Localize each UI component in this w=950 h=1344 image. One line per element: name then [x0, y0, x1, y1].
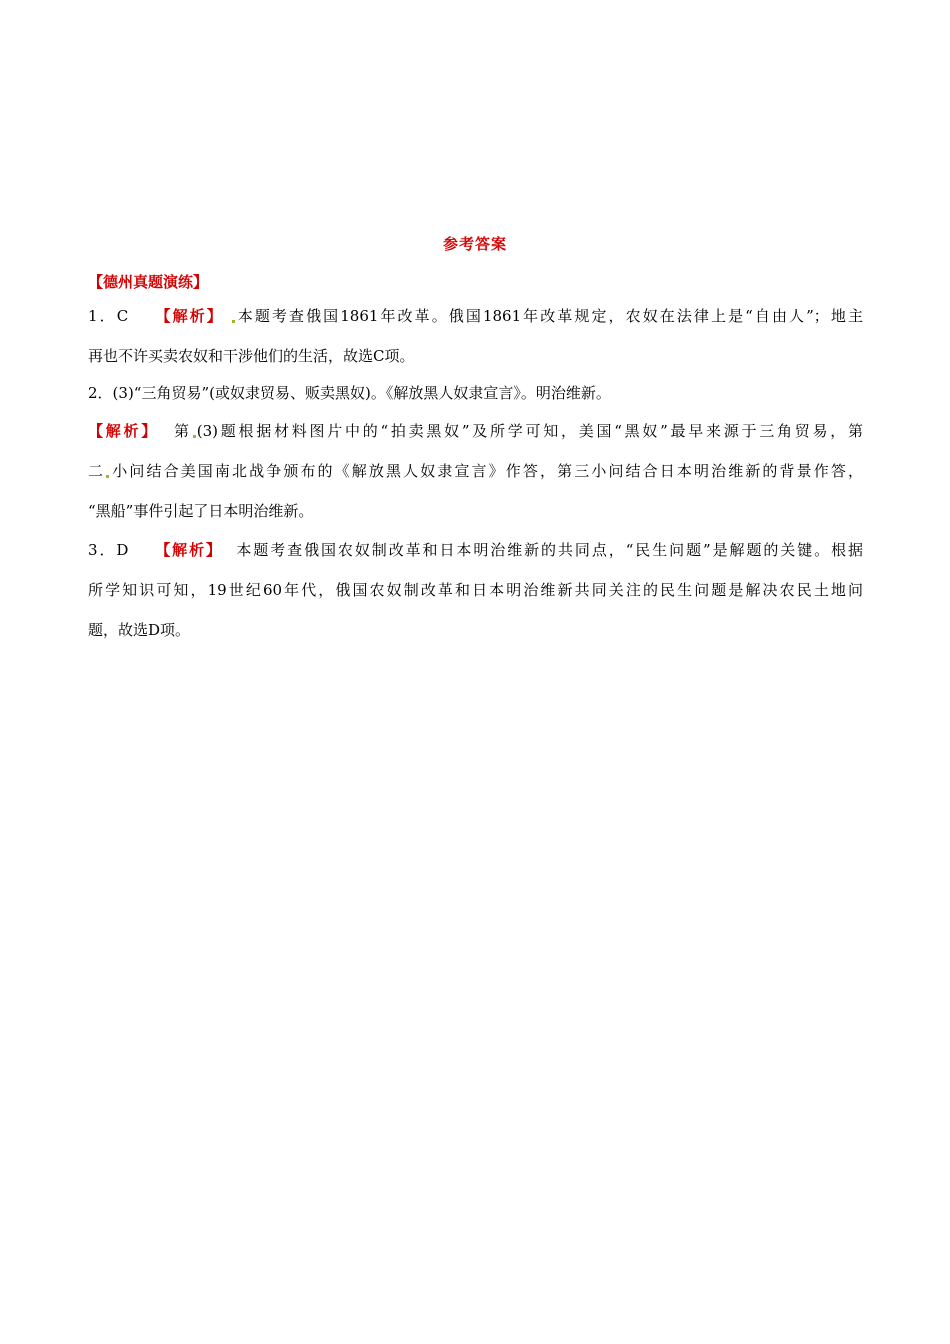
answer-3-number: 3．D [88, 541, 129, 559]
answer-2-text-line-2a: 第 [174, 422, 192, 440]
answer-3-line-1 [88, 540, 863, 560]
edit-mark-icon [232, 320, 235, 323]
edit-mark-icon [193, 435, 196, 438]
answer-2-text-line-2b: (3)题根据材料图片中的“拍卖黑奴”及所学可知，美国“黑奴”最早来源于三角贸易，第 [196, 422, 863, 440]
answer-1-analysis-tag: 【解析】 [155, 307, 224, 325]
answer-2-text-line-3b: 小问结合美国南北战争颁布的《解放黑人奴隶宣言》作答，第三小问结合日本明治维新的背景作答， [110, 462, 863, 480]
answer-2-line-1 [88, 383, 863, 403]
answer-2-line-2 [88, 421, 863, 441]
page-title: 参考答案 [442, 235, 507, 253]
answer-3-line-3 [88, 620, 863, 640]
answer-1-line-1 [88, 306, 863, 326]
answer-1-text-line-2: 再也不许买卖农奴和干涉他们的生活，故选C项。 [88, 347, 415, 365]
answer-3-text-line-3: 题，故选D项。 [88, 621, 191, 639]
answer-2-line-4 [88, 501, 863, 521]
answer-2-text-line-3a: 二 [88, 462, 106, 480]
answer-3-text-line-1: 本题考查俄国农奴制改革和日本明治维新的共同点，“民生问题”是解题的关键。根据 [236, 541, 864, 559]
answer-3-analysis-tag: 【解析】 [155, 541, 223, 559]
answer-3-line-2 [88, 580, 863, 600]
answer-1-text-line-1: 本题考查俄国1861年改革。俄国1861年改革规定，农奴在法律上是“自由人”；地主 [235, 307, 863, 325]
answer-2-analysis-tag: 【解析】 [88, 422, 159, 440]
answer-2-number: 2． [88, 384, 113, 402]
answer-3-text-line-2: 所学知识可知，19世纪60年代，俄国农奴制改革和日本明治维新共同关注的民生问题是解决农民土地问 [88, 581, 863, 599]
answer-2-line-3 [88, 461, 863, 481]
answer-1-number: 1．C [88, 307, 129, 325]
section-label: 【德州真题演练】 [88, 273, 209, 291]
answer-1-line-2 [88, 346, 863, 366]
edit-mark-icon [106, 475, 109, 478]
answer-2-text-line-4: “黑船”事件引起了日本明治维新。 [88, 502, 314, 520]
answer-2-text-line-1: (3)“三角贸易”(或奴隶贸易、贩卖黑奴)。《解放黑人奴隶宣言》。明治维新。 [112, 384, 611, 402]
